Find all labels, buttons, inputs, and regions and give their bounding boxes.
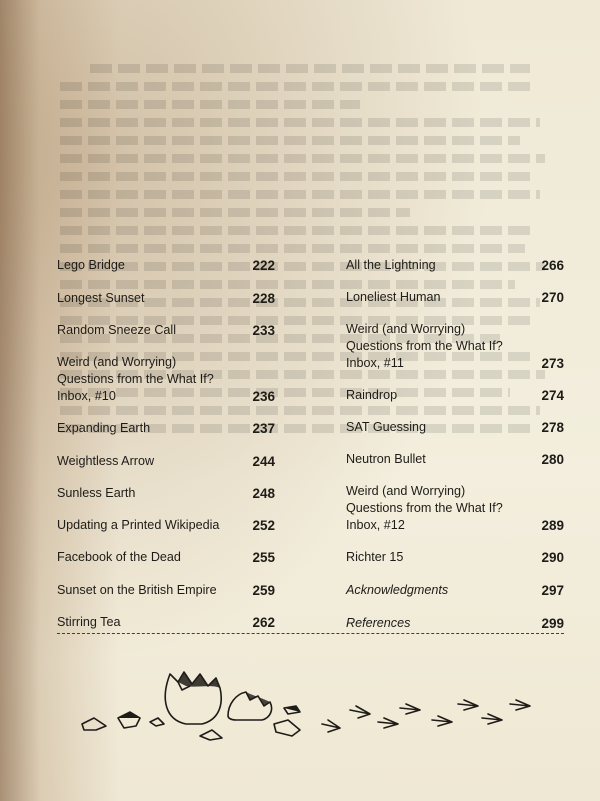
toc-entry-page: 280 bbox=[541, 452, 564, 467]
toc-entry-page: 233 bbox=[252, 323, 275, 338]
toc-entry-title: Weird (and Worrying) Questions from the What If? Inbox, #10 bbox=[57, 355, 214, 403]
toc-entry-page: 255 bbox=[252, 550, 275, 565]
toc-entry-title: Neutron Bullet bbox=[346, 452, 426, 466]
toc-entry-page: 244 bbox=[252, 454, 275, 469]
toc-entry[interactable] bbox=[57, 517, 275, 534]
toc-entry-title: Raindrop bbox=[346, 388, 398, 402]
toc-entry[interactable] bbox=[346, 549, 564, 566]
toc-entry-page: 278 bbox=[541, 420, 564, 435]
toc-entry-title: Sunset on the British Empire bbox=[57, 583, 217, 597]
toc-entry-page: 266 bbox=[541, 258, 564, 273]
toc-entry-title: Stirring Tea bbox=[57, 615, 121, 629]
toc-entry[interactable] bbox=[346, 419, 564, 436]
toc-entry-page: 273 bbox=[541, 356, 564, 371]
toc-entry-page: 290 bbox=[541, 550, 564, 565]
toc-entry[interactable] bbox=[346, 289, 564, 306]
toc-entry[interactable] bbox=[346, 615, 564, 632]
toc-right-column bbox=[346, 257, 564, 632]
toc-entry-title: Weird (and Worrying) Questions from the What If? Inbox, #12 bbox=[346, 484, 503, 532]
toc-entry[interactable] bbox=[346, 451, 564, 468]
toc-entry-title: References bbox=[346, 616, 411, 630]
toc-entry-title: Updating a Printed Wikipedia bbox=[57, 518, 220, 532]
toc-entry-page: 248 bbox=[252, 486, 275, 501]
toc-entry[interactable] bbox=[346, 257, 564, 274]
toc-entry[interactable] bbox=[346, 483, 564, 534]
toc-entry[interactable] bbox=[57, 290, 275, 307]
toc-entry-title: Expanding Earth bbox=[57, 421, 151, 435]
cracked-eggshell-footprints-icon bbox=[78, 660, 548, 750]
toc-entry-page: 259 bbox=[252, 583, 275, 598]
toc-entry-title: Longest Sunset bbox=[57, 291, 145, 305]
toc-entry-title: Lego Bridge bbox=[57, 258, 125, 272]
toc-entry-title: Random Sneeze Call bbox=[57, 323, 177, 337]
toc-entry-page: 274 bbox=[541, 388, 564, 403]
toc-entry-page: 236 bbox=[252, 389, 275, 404]
toc-entry-title: Weightless Arrow bbox=[57, 454, 155, 468]
toc-entry-title: Weird (and Worrying) Questions from the What If? Inbox, #11 bbox=[346, 322, 503, 370]
toc-entry-title: Richter 15 bbox=[346, 550, 404, 564]
toc-entry[interactable] bbox=[346, 387, 564, 404]
toc-entry-page: 270 bbox=[541, 290, 564, 305]
toc-entry-title: Facebook of the Dead bbox=[57, 550, 181, 564]
toc-entry-title: All the Lightning bbox=[346, 258, 436, 272]
toc-entry[interactable] bbox=[57, 453, 275, 470]
toc-entry[interactable] bbox=[346, 582, 564, 599]
toc-entry-title: Loneliest Human bbox=[346, 290, 441, 304]
toc-entry-page: 297 bbox=[541, 583, 564, 598]
toc-entry-page: 252 bbox=[252, 518, 275, 533]
toc-entry-page: 228 bbox=[252, 291, 275, 306]
toc-entry[interactable] bbox=[57, 582, 275, 599]
toc-entry[interactable] bbox=[57, 354, 275, 405]
toc-entry[interactable] bbox=[57, 549, 275, 566]
toc-entry[interactable] bbox=[57, 485, 275, 502]
toc-entry[interactable] bbox=[346, 321, 564, 372]
toc-entry-page: 299 bbox=[541, 616, 564, 631]
dashed-divider bbox=[57, 633, 564, 634]
toc-entry-title: Sunless Earth bbox=[57, 486, 136, 500]
toc-entry-title: Acknowledgments bbox=[346, 583, 449, 597]
toc-left-column bbox=[57, 257, 275, 631]
toc-entry[interactable] bbox=[57, 614, 275, 631]
toc-entry[interactable] bbox=[57, 322, 275, 339]
toc-entry-page: 237 bbox=[252, 421, 275, 436]
toc-entry-page: 222 bbox=[252, 258, 275, 273]
toc-entry[interactable] bbox=[57, 257, 275, 274]
toc-entry-page: 262 bbox=[252, 615, 275, 630]
toc-entry-page: 289 bbox=[541, 518, 564, 533]
toc-entry-title: SAT Guessing bbox=[346, 420, 427, 434]
toc-entry[interactable] bbox=[57, 420, 275, 437]
